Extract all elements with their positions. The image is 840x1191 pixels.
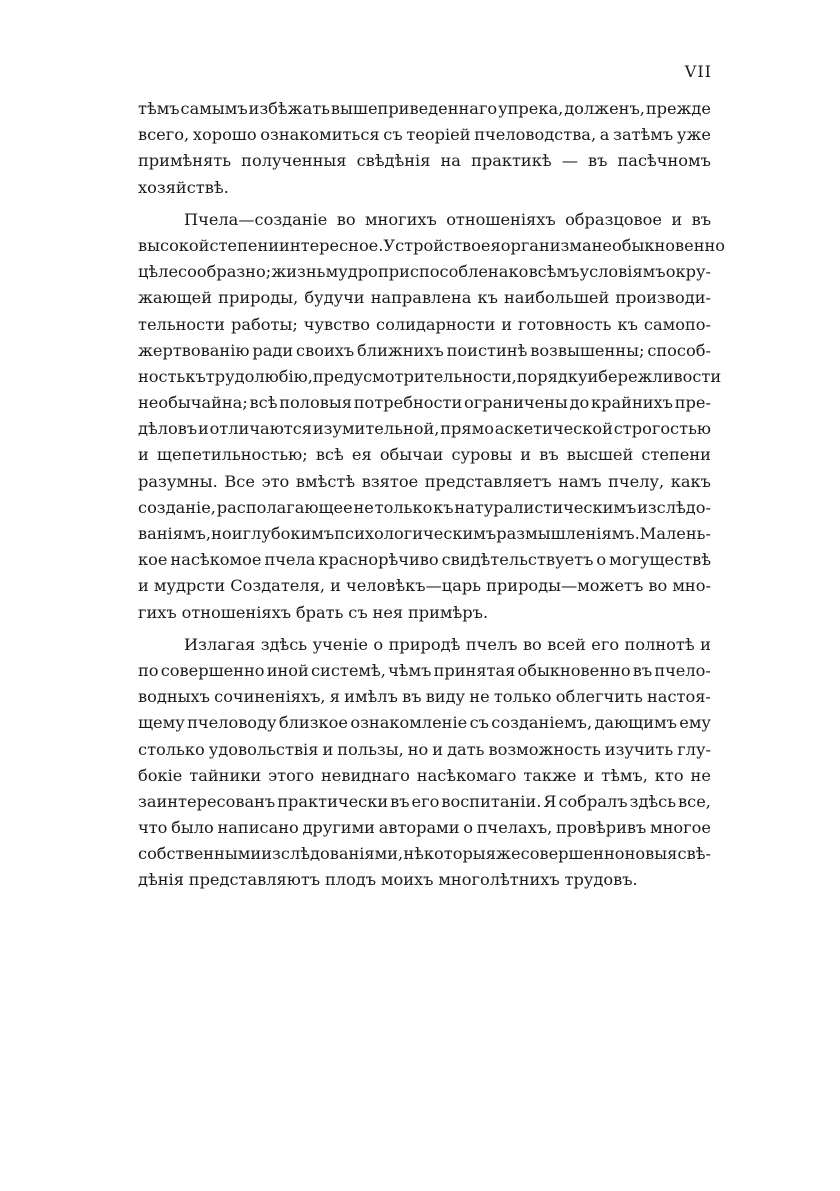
text-line: кое насѣкомое пчела краснорѣчиво свидѣтельствуетъ о могуществѣ [138,550,711,570]
text-line: всего, хорошо ознакомиться съ теоріей пчеловодства, а затѣмъ уже [138,125,711,145]
text-line: жающей природы, будучи направлена къ наибольшей производи- [138,288,711,308]
text-line: что было написано другими авторами о пчелахъ, провѣривъ многое [138,818,711,838]
text-line: гихъ отношеніяхъ брать съ нея примѣръ. [138,602,489,622]
text-line: разумны. Все это вмѣстѣ взятое представляетъ намъ пчелу, какъ [138,471,711,491]
text-line: собственными изслѣдованіями, нѣкоторыя же совершенно новыя свѣ- [138,844,711,864]
text-line: ваніямъ, но и глубокимъ психологическимъ размышленіямъ. Малень- [138,524,711,543]
text-line: и мудрсти Создателя, и человѣкъ—царь природы—можетъ во мно- [138,576,711,596]
text-line: цѣлесообразно; жизнь мудро приспособлена ко всѣмъ условіямъ окру- [138,262,711,282]
text-line: ность къ трудолюбію, предусмотрительности, порядку и бережливости [138,366,722,386]
text-line: столько удовольствія и пользы, но и дать возможность изучить глу- [138,739,711,759]
paragraph [138,632,711,894]
text-line: Излагая здѣсь ученіе о природѣ пчелъ во всей его полнотѣ и [184,634,711,654]
text-line: дѣловъ и отличаются изумительной, прямо аскетической строгостью [138,419,711,439]
text-line: и щепетильностью; всѣ ея обычаи суровы и въ высшей степени [138,445,711,465]
paragraph [138,96,711,201]
page-number: VII [684,62,712,81]
text-line: Пчела—созданіе во многихъ отношеніяхъ образцовое и въ [184,209,711,229]
text-line: бокіе тайники этого невиднаго насѣкомаго также и тѣмъ, кто не [138,765,711,785]
text-line: дѣнія представляютъ плодъ моихъ многолѣтнихъ трудовъ. [138,870,638,890]
text-line: высокой степени интересное. Устройство ея организма необыкновенно [138,235,726,255]
text-line: жертвованію ради своихъ ближнихъ поистинѣ возвышенны; способ- [138,340,711,360]
text-line: примѣнять полученныя свѣдѣнія на практикѣ — въ пасѣчномъ [138,151,711,171]
text-line: хозяйствѣ. [138,177,229,197]
text-line: заинтересованъ практически въ его воспитаніи. Я собралъ здѣсь все, [138,791,711,811]
text-line: тѣмъ самымъ избѣжать вышеприведеннаго упрека, долженъ, прежде [138,99,711,118]
text-line: необычайна; всѣ половыя потребности ограничены до крайнихъ пре- [138,393,711,413]
text-line: тельности работы; чувство солидарности и готовность къ самопо- [138,314,711,334]
text-line: по совершенно иной системѣ, чѣмъ принятая обыкновенно въ пчело- [138,660,711,680]
text-line: созданіе, располагающее не только къ натуралистическимъ изслѣдо- [138,497,711,517]
paragraph [138,207,726,626]
text-line: щему пчеловоду близкое ознакомленіе съ созданіемъ, дающимъ ему [138,713,711,733]
text-line: водныхъ сочиненіяхъ, я имѣлъ въ виду не только облегчить настоя- [138,687,711,707]
body-text [138,96,726,894]
